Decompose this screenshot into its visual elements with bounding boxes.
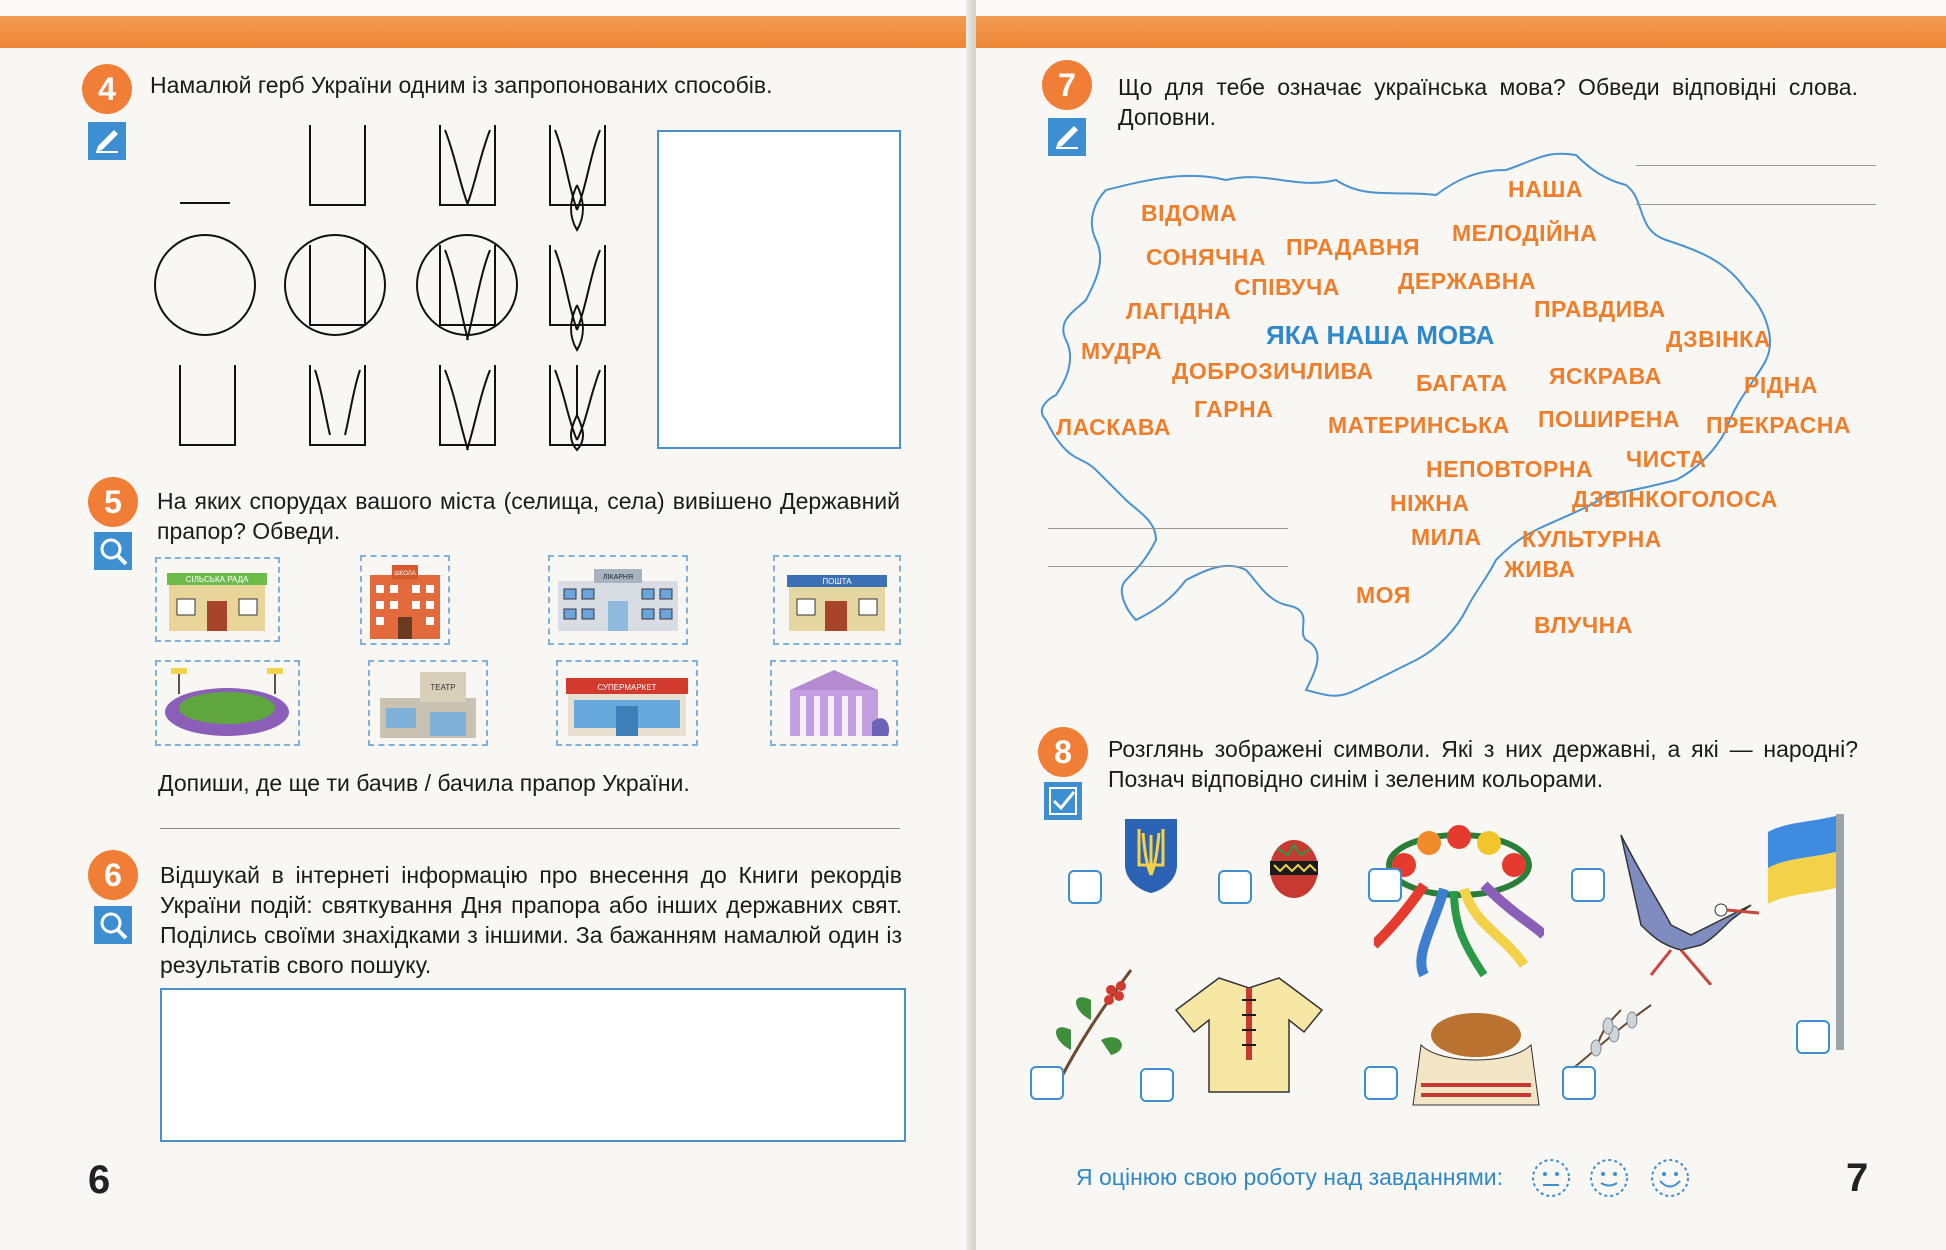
search-result-drawing-area[interactable]	[160, 988, 906, 1142]
word-option[interactable]: ДЗВІНКОГОЛОСА	[1572, 486, 1778, 512]
checkbox-icon	[1044, 782, 1082, 820]
building-sign: ШКОЛА	[394, 571, 416, 577]
symbol-checkbox[interactable]	[1140, 1068, 1174, 1102]
self-rating-label: Я оцінюю свою роботу над завданнями:	[1076, 1164, 1504, 1190]
task5-follow-up: Допиши, де ще ти бачив / бачила прапор України.	[158, 770, 690, 796]
building-village-council[interactable]	[155, 557, 280, 642]
building-hospital[interactable]	[548, 555, 688, 645]
word-option[interactable]: МИЛА	[1411, 524, 1482, 550]
symbol-checkbox[interactable]	[1030, 1066, 1064, 1100]
magnifier-icon	[94, 906, 132, 944]
pysanka-easter-egg	[1268, 835, 1320, 899]
right-top-band	[976, 0, 1946, 48]
word-option[interactable]: ЯСКРАВА	[1549, 363, 1662, 389]
map-center-word: ЯКА НАША МОВА	[1266, 320, 1495, 350]
task7-text: Що для тебе означає українська мова? Обведи відповідні слова. Доповни.	[1118, 74, 1858, 130]
left-page	[0, 0, 970, 1250]
building-sign: СІЛЬСЬКА РАДА	[185, 575, 249, 584]
symbol-checkbox[interactable]	[1796, 1020, 1830, 1054]
coat-of-arms-drawing-area[interactable]	[657, 130, 901, 449]
symbol-checkbox[interactable]	[1368, 868, 1402, 902]
word-option[interactable]: НЕПОВТОРНА	[1426, 456, 1594, 482]
word-option[interactable]: ЛАСКАВА	[1056, 414, 1172, 440]
slight-smile-icon[interactable]	[1589, 1158, 1629, 1198]
task6-text: Відшукай в інтернеті інформацію про внесення до Книги рекордів України подій: святкування Дня прапора або інших державних свят. Поділись своїми знахідками з іншими. За бажанням намалюй один із результатів свого пошуку.	[160, 862, 902, 978]
embroidered-shirt-vyshyvanka	[1174, 970, 1324, 1095]
task5-badge: 5	[88, 477, 138, 527]
word-option[interactable]: ПРЕКРАСНА	[1706, 412, 1851, 438]
trident-coat-of-arms	[1121, 815, 1181, 895]
bread-and-rushnyk	[1411, 1005, 1541, 1115]
page-number-right: 7	[1846, 1156, 1869, 1200]
ukrainian-flag	[1766, 812, 1876, 1052]
word-option[interactable]: МОЯ	[1356, 582, 1411, 608]
task4-badge: 4	[82, 64, 132, 114]
word-option[interactable]: ДЗВІНКА	[1666, 326, 1771, 352]
word-option[interactable]: МЕЛОДІЙНА	[1452, 220, 1598, 246]
word-option[interactable]: ЧИСТА	[1626, 446, 1707, 472]
word-option[interactable]: МАТЕРИНСЬКА	[1328, 412, 1510, 438]
magnifier-icon	[94, 532, 132, 570]
viburnum-kalyna-branch	[1041, 960, 1141, 1080]
answer-line[interactable]	[1048, 566, 1288, 567]
symbol-checkbox[interactable]	[1068, 870, 1102, 904]
pencil-icon	[88, 122, 126, 160]
stork-bird	[1611, 825, 1761, 985]
pussy-willow-branch	[1566, 1000, 1656, 1075]
task8-badge: 8	[1038, 727, 1088, 777]
left-top-band	[0, 0, 970, 48]
building-stadium[interactable]	[155, 660, 300, 746]
building-sign: ЛІКАРНЯ	[602, 574, 634, 581]
big-smile-icon[interactable]	[1650, 1158, 1690, 1198]
word-option[interactable]: МУДРА	[1081, 338, 1163, 364]
symbol-checkbox[interactable]	[1571, 868, 1605, 902]
task4-text: Намалюй герб України одним із запропонованих способів.	[150, 72, 773, 98]
building-sign: ТЕАТР	[430, 683, 456, 692]
flower-wreath-vinok	[1374, 825, 1544, 985]
answer-line[interactable]	[1048, 528, 1288, 529]
coat-of-arms-steps	[140, 115, 620, 455]
building-sign: СУПЕРМАРКЕТ	[597, 683, 657, 692]
building-post-office[interactable]	[773, 555, 901, 645]
word-option[interactable]: ДОБРОЗИЧЛИВА	[1172, 358, 1374, 384]
answer-line[interactable]	[1636, 165, 1876, 166]
task6-badge: 6	[88, 850, 138, 900]
word-option[interactable]: ГАРНА	[1194, 396, 1274, 422]
word-option[interactable]: СОНЯЧНА	[1146, 244, 1266, 270]
answer-line[interactable]	[160, 828, 900, 829]
word-option[interactable]: ДЕРЖАВНА	[1398, 268, 1536, 294]
task8-text: Розглянь зображені символи. Які з них державні, а які — народні? Познач відповідно синім і зеленим кольорами.	[1108, 736, 1858, 792]
right-page	[976, 0, 1946, 1250]
word-option[interactable]: ПРАДАВНЯ	[1286, 234, 1421, 260]
building-palace-of-culture[interactable]	[770, 660, 898, 746]
neutral-face-icon[interactable]	[1531, 1158, 1571, 1198]
task5-text: На яких спорудах вашого міста (селища, села) вивішено Державний прапор? Обведи.	[157, 488, 900, 544]
word-option[interactable]: НІЖНА	[1390, 490, 1470, 516]
word-option[interactable]: ВІДОМА	[1141, 200, 1238, 226]
page-number-left: 6	[88, 1158, 111, 1202]
word-option[interactable]: РІДНА	[1744, 372, 1818, 398]
word-option[interactable]: БАГАТА	[1416, 370, 1508, 396]
building-supermarket[interactable]	[556, 660, 698, 746]
answer-line[interactable]	[1636, 204, 1876, 205]
building-sign: ПОШТА	[822, 577, 852, 586]
symbol-checkbox[interactable]	[1364, 1066, 1398, 1100]
building-school[interactable]	[360, 555, 450, 645]
word-option[interactable]: НАША	[1508, 176, 1583, 202]
task7-badge: 7	[1042, 60, 1092, 110]
word-option[interactable]: ПРАВДИВА	[1534, 296, 1666, 322]
word-option[interactable]: ПОШИРЕНА	[1538, 406, 1680, 432]
symbol-checkbox[interactable]	[1562, 1066, 1596, 1100]
word-option[interactable]: ЛАГІДНА	[1126, 298, 1232, 324]
word-option[interactable]: ЖИВА	[1504, 556, 1576, 582]
symbol-checkbox[interactable]	[1218, 870, 1252, 904]
building-theatre[interactable]	[368, 660, 488, 746]
word-option[interactable]: КУЛЬТУРНА	[1522, 526, 1662, 552]
word-option[interactable]: ВЛУЧНА	[1534, 612, 1633, 638]
word-option[interactable]: СПІВУЧА	[1234, 274, 1340, 300]
